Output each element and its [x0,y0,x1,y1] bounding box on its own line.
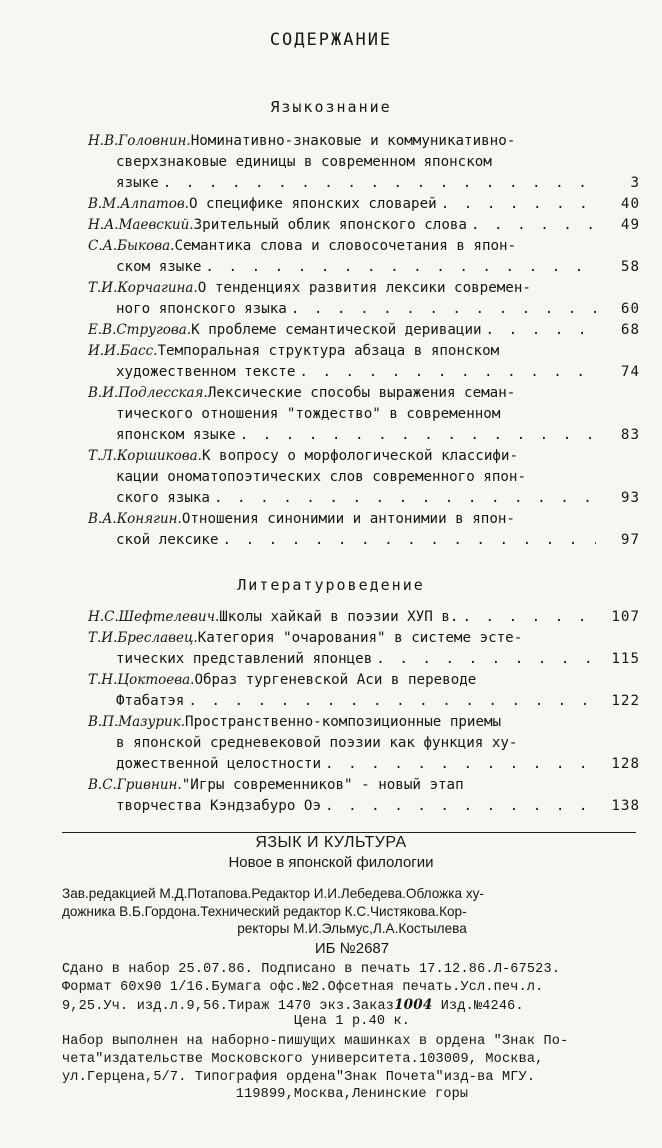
entry-author: Т.Н.Цоктоева. [88,672,195,688]
entry-title-line: ного японского языка [116,301,287,317]
leader-dots [201,257,596,278]
entry-title-line: кации ономатопоэтических слов современного япон- [116,469,526,485]
leader-dots [321,796,596,817]
toc-entry [88,607,640,628]
entry-page-number: 3 [630,175,640,191]
handwritten-order-number: 1004 [394,997,433,1013]
entry-page-number: 40 [620,196,640,212]
entry-title-line: дожественной целостности [116,756,321,772]
colophon-press-line: 119899,Москва,Ленинские горы [235,1087,469,1102]
entry-title-line: ского языка [116,490,210,506]
contents-title: СОДЕРЖАНИЕ [269,30,393,50]
entry-page-number: 115 [611,651,640,667]
entry-title-line: японском языке [116,427,236,443]
entry-page-number: 122 [611,693,640,709]
entry-author: Т.И.Бреславец. [88,630,198,646]
entry-title-line: О тенденциях развития лексики современ- [197,280,531,296]
entry-author: В.П.Мазурик. [88,714,186,730]
leader-dots [159,173,596,194]
entry-title-line: Семантика слова и словосочетания в япон- [174,238,517,254]
entry-page-number: 60 [620,301,640,317]
entry-author: Т.Л.Коршикова. [88,448,202,464]
toc-entry [88,670,640,712]
entry-title-line: Лексические способы выражения семан- [207,385,516,401]
entry-author: В.С.Гривнин. [88,777,182,793]
toc-entry [88,278,640,320]
entry-page-number: 128 [611,756,640,772]
colophon-editors-line: Зав.редакцией М.Д.Потапова.Редактор И.И.Лебедева.Обложка ху- [62,886,484,901]
entry-title-line: сверхзнаковые единицы в современном японском [116,154,492,170]
leader-dots [287,299,596,320]
leader-dots [210,488,596,509]
entry-title-line: ской лексике [116,532,219,548]
entry-title-line: художественном тексте [116,364,296,380]
entry-author: Н.А.Маевский. [88,217,194,233]
entry-page-number: 93 [620,490,640,506]
colophon-editors-line: ректоры М.И.Эльмус,Л.А.Костылева [237,921,467,936]
entry-author: Н.С.Шефтелевич. [88,609,220,625]
entry-author: Т.И.Корчагина. [88,280,198,296]
colophon-print-text: 9,25.Уч. изд.л.9,56.Тираж 1470 экз.Заказ [62,999,395,1014]
colophon-editors-line: дожника В.Б.Гордона.Технический редактор К.С.Чистякова.Кор- [62,904,467,919]
entry-title-line: творчества Кэндзабуро Оэ [116,798,321,814]
toc-entry [88,341,640,383]
entry-page-number: 97 [620,532,640,548]
book-subtitle: Новое в японской филологии [228,854,434,871]
entry-title-line: Отношения синонимии и антонимии в япон- [181,511,515,527]
entry-page-number: 49 [620,217,640,233]
entry-title-line: Пространственно-композиционные приемы [185,714,502,730]
toc-entry [88,446,640,509]
section-heading-linguistics: Языкознание [270,98,392,116]
section-heading-literary-studies: Литературоведение [237,576,425,594]
leader-dots [321,754,596,775]
toc-entry [88,383,640,446]
toc-entry [88,194,640,215]
entry-title-line: Темпоральная структура абзаца в японском [157,343,500,359]
leader-dots [236,425,596,446]
toc-entry [88,628,640,670]
entry-page-number: 107 [611,609,640,625]
entry-title-line: К вопросу о морфологической классифи- [201,448,518,464]
colophon-ib-number: ИБ №2687 [314,940,390,957]
leader-dots [295,362,596,383]
leader-dots [458,607,596,628]
toc-entry [88,712,640,775]
entry-page-number: 58 [620,259,640,275]
colophon-press-line: ул.Герцена,5/7. Типография ордена"Знак Почета"изд-ва МГУ. [62,1070,536,1085]
leader-dots [372,649,596,670]
toc-literary-studies [88,607,640,817]
entry-title-line: Номинативно-знаковые и коммуникативно- [190,133,516,149]
leader-dots [482,320,596,341]
entry-title-line: языке [116,175,159,191]
book-title: ЯЗЫК И КУЛЬТУРА [255,834,407,851]
entry-author: С.А.Быкова. [88,238,175,254]
colophon-press-line: чета"издательстве Московского университета.103009, Москва, [62,1052,544,1067]
entry-title-line: тического отношения "тождество" в современном [116,406,501,422]
entry-title-line: О специфике японских словарей [188,196,437,212]
entry-author: В.И.Подлесская. [88,385,208,401]
entry-author: В.М.Алпатов. [88,196,189,212]
colophon-price: Цена 1 р.40 к. [293,1014,411,1029]
colophon-print-line: Формат 60х90 1/16.Бумага офс.№2.Офсетная печать.Усл.печ.л. [62,980,544,995]
toc-entry [88,320,640,341]
colophon-print-line [62,997,642,1014]
toc-entry [88,215,640,236]
toc-entry [88,775,640,817]
entry-page-number: 138 [611,798,640,814]
entry-author: Е.В.Стругова. [88,322,192,338]
entry-title-line: Школы хайкай в поэзии ХУП в. [219,609,459,625]
colophon-print-line: Сдано в набор 25.07.86. Подписано в печать 17.12.86.Л-67523. [62,962,561,977]
toc-entry [88,509,640,551]
colophon-print-text: Изд.№4246. [432,999,524,1014]
entry-title-line: Фтабатэя [116,693,185,709]
entry-page-number: 83 [620,427,640,443]
entry-title-line: Зрительный облик японского слова [193,217,467,233]
toc-entry [88,131,640,194]
entry-title-line: Категория "очарования" в системе эсте- [197,630,523,646]
entry-title-line: в японской средневековой поэзии как функция ху- [116,735,518,751]
toc-entry [88,236,640,278]
leader-dots [184,691,596,712]
entry-title-line: тических представлений японцев [116,651,373,667]
leader-dots [437,194,596,215]
entry-title-line: ском языке [116,259,202,275]
entry-title-line: К проблеме семантической деривации [191,322,482,338]
entry-author: В.А.Конягин. [88,511,182,527]
colophon-divider [62,832,636,833]
leader-dots [219,530,597,551]
toc-linguistics [88,131,640,551]
entry-page-number: 68 [620,322,640,338]
leader-dots [467,215,596,236]
entry-page-number: 74 [620,364,640,380]
entry-title-line: "Игры современников" - новый этап [181,777,464,793]
entry-title-line: Образ тургеневской Аси в переводе [194,672,477,688]
entry-author: И.И.Басс. [88,343,158,359]
colophon-press-line: Набор выполнен на наборно-пишущих машинках в ордена "Знак По- [62,1034,569,1049]
entry-author: Н.В.Головнин. [88,133,191,149]
